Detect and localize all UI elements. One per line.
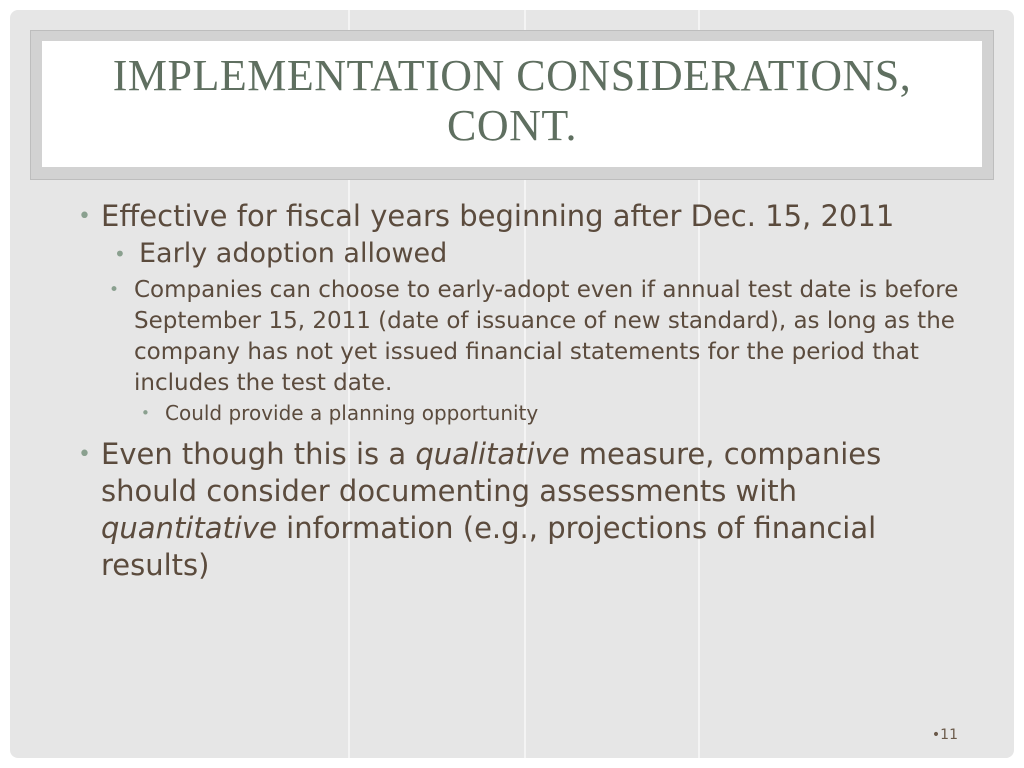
bullet-text: Early adoption allowed bbox=[139, 238, 448, 269]
bullet-text: Could provide a planning opportunity bbox=[165, 401, 539, 425]
bullet-icon: • bbox=[114, 242, 126, 266]
bullet-icon: • bbox=[78, 442, 91, 467]
bullet-text bbox=[101, 437, 881, 582]
sub-sub-bullet-item bbox=[141, 400, 978, 426]
bullet-icon: • bbox=[141, 404, 150, 422]
page-number: •11 bbox=[931, 727, 958, 743]
slide-content bbox=[78, 198, 978, 584]
bullet-text-part: measure, companies should consider documenting assessments with bbox=[101, 437, 882, 508]
bullet-text-italic: quantitative bbox=[101, 511, 277, 545]
bullet-icon: • bbox=[109, 280, 120, 300]
bullet-text-part: information (e.g., projections of financial results) bbox=[101, 511, 877, 582]
bullet-item bbox=[78, 198, 978, 235]
bullet-text: Effective for fiscal years beginning after Dec. 15, 2011 bbox=[101, 199, 895, 233]
bullet-text: Companies can choose to early-adopt even if annual test date is before September 15, 2011 (date of issuance of new standard), as long as the company has not yet issued financial statements for the period that includes the test date. bbox=[134, 277, 959, 396]
bullet-text-italic: qualitative bbox=[415, 437, 570, 471]
title-box bbox=[42, 41, 982, 167]
slide-title: IMPLEMENTATION CONSIDERATIONS, CONT. bbox=[112, 51, 912, 150]
bullet-text-part: Even though this is a bbox=[101, 437, 416, 471]
bullet-item bbox=[78, 436, 978, 584]
sub-bullet-item bbox=[114, 236, 978, 272]
bullet-icon: • bbox=[78, 204, 91, 229]
sub-bullet-item bbox=[109, 275, 978, 399]
